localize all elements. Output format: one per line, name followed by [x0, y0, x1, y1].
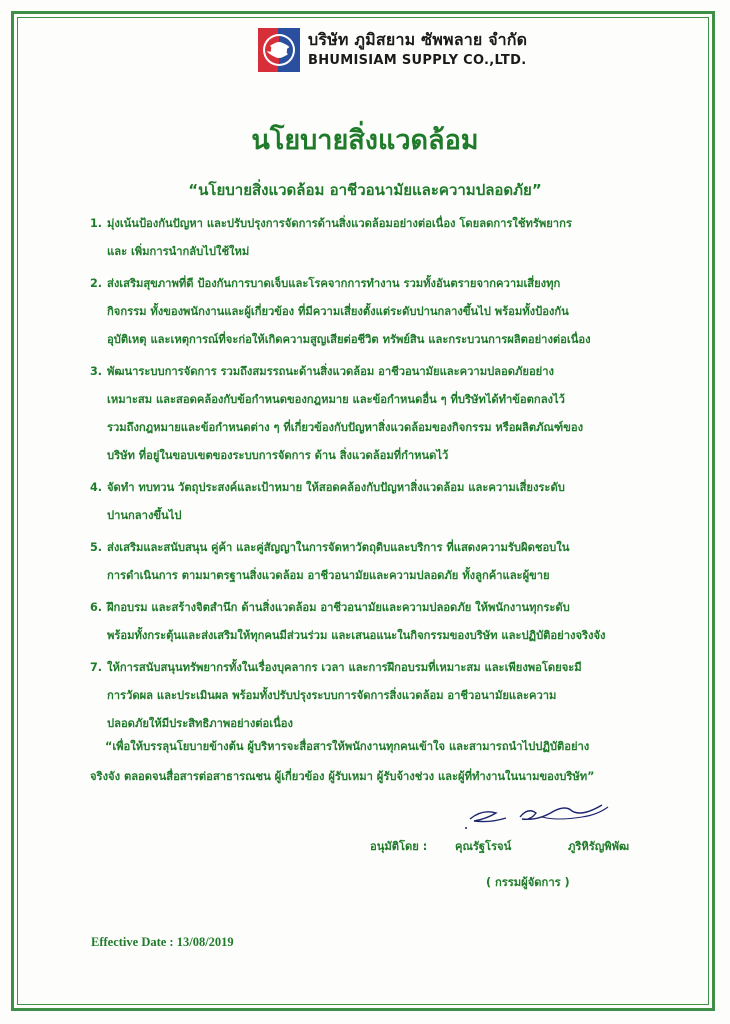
policy-number: 7. [90, 661, 103, 674]
policy-item [90, 534, 655, 590]
document-title: นโยบายสิ่งแวดล้อม [251, 125, 479, 156]
policy-item [90, 594, 655, 650]
policy-line: มุ่งเน้นป้องกันปัญหา และปรับปรุงการจัดการด้านสิ่งแวดล้อมอย่างต่อเนื่อง โดยลดการใช้ทรัพยากร [107, 217, 572, 230]
policy-number: 2. [90, 277, 103, 290]
company-logo [257, 27, 301, 73]
policy-item [90, 474, 655, 530]
closing-line: จริงจัง ตลอดจนสื่อสารต่อสาธารณชน ผู้เกี่ยวข้อง ผู้รับเหมา ผู้รับจ้างช่วง และผู้ที่ทำงานในนามของบริษัท” [90, 770, 595, 783]
policy-line: ส่งเสริมและสนับสนุน คู่ค้า และคู่สัญญาในการจัดหาวัตถุดิบและบริการ ที่แสดงความรับผิดชอบใน [107, 541, 570, 554]
company-name-english: BHUMISIAM SUPPLY CO.,LTD. [308, 53, 527, 68]
policy-list [90, 210, 655, 742]
closing-line: “เพื่อให้บรรลุนโยบายข้างต้น ผู้บริหารจะสื่อสารให้พนักงานทุกคนเข้าใจ และสามารถนำไปปฏิบัติอย่าง [105, 740, 590, 753]
approved-by-label: อนุมัติโดย : [370, 840, 428, 853]
policy-line: และ เพิ่มการนำกลับไปใช้ใหม่ [107, 245, 250, 258]
policy-number: 6. [90, 601, 103, 614]
policy-line: พร้อมทั้งกระตุ้นและส่งเสริมให้ทุกคนมีส่วนร่วม และเสนอแนะในกิจกรรมของบริษัท และปฏิบัติอย่างจริงจัง [107, 629, 606, 642]
policy-line: ให้การสนับสนุนทรัพยากรทั้งในเรื่องบุคลากร เวลา และการฝึกอบรมที่เหมาะสม และเพียงพอโดยจะมี [107, 661, 582, 674]
policy-number: 1. [90, 217, 103, 230]
policy-number: 3. [90, 365, 103, 378]
policy-line: รวมถึงกฎหมายและข้อกำหนดต่าง ๆ ที่เกี่ยวข้องกับปัญหาสิ่งแวดล้อมของกิจกรรม หรือผลิตภัณฑ์ของ [107, 421, 584, 434]
policy-line: ปลอดภัยให้มีประสิทธิภาพอย่างต่อเนื่อง [107, 717, 293, 730]
policy-line: พัฒนาระบบการจัดการ รวมถึงสมรรถนะด้านสิ่งแวดล้อม อาชีวอนามัยและความปลอดภัยอย่าง [107, 365, 554, 378]
policy-line: ฝึกอบรม และสร้างจิตสำนึก ด้านสิ่งแวดล้อม อาชีวอนามัยและความปลอดภัย ให้พนักงานทุกระดับ [107, 601, 570, 614]
policy-item [90, 358, 655, 470]
policy-number: 5. [90, 541, 103, 554]
policy-line: ปานกลางขึ้นไป [107, 509, 182, 522]
policy-line: การดำเนินการ ตามมาตรฐานสิ่งแวดล้อม อาชีวอนามัยและความปลอดภัย ทั้งลูกค้าและผู้ขาย [107, 569, 550, 582]
policy-line: จัดทำ ทบทวน วัตถุประสงค์และเป้าหมาย ให้สอดคล้องกับปัญหาสิ่งแวดล้อม และความเสี่ยงระดับ [107, 481, 565, 494]
policy-line: กิจกรรม ทั้งของพนักงานและผู้เกี่ยวข้อง ที่มีความเสี่ยงตั้งแต่ระดับปานกลางขึ้นไป พร้อมทั้งป้องกัน [107, 305, 569, 318]
company-name-thai: บริษัท ภูมิสยาม ซัพพลาย จำกัด [308, 30, 528, 49]
policy-line: การวัดผล และประเมินผล พร้อมทั้งปรับปรุงระบบการจัดการสิ่งแวดล้อม อาชีวอนามัยและความ [107, 689, 557, 702]
approver-first-name: คุณรัฐโรจน์ [455, 840, 512, 853]
policy-line: ส่งเสริมสุขภาพที่ดี ป้องกันการบาดเจ็บและโรคจากการทำงาน รวมทั้งอันตรายจากความเสี่ยงทุก [107, 277, 561, 290]
approver-position: ( กรรมผู้จัดการ ) [486, 876, 570, 889]
effective-date: Effective Date : 13/08/2019 [91, 935, 234, 949]
handwritten-signature [462, 797, 612, 831]
document-subtitle: “นโยบายสิ่งแวดล้อม อาชีวอนามัยและความปลอดภัย” [188, 181, 542, 199]
approver-surname: ภูริหิรัญพิพัฒ [568, 840, 630, 853]
policy-line: บริษัท ที่อยู่ในขอบเขตของระบบการจัดการ ด้าน สิ่งแวดล้อมที่กำหนดไว้ [107, 449, 449, 462]
policy-item [90, 654, 655, 738]
policy-line: เหมาะสม และสอดคล้องกับข้อกำหนดของกฎหมาย และข้อกำหนดอื่น ๆ ที่บริษัทได้ทำข้อตกลงไว้ [107, 393, 565, 406]
policy-item [90, 270, 655, 354]
closing-statement [90, 732, 655, 792]
policy-item [90, 210, 655, 266]
policy-number: 4. [90, 481, 103, 494]
policy-line: อุบัติเหตุ และเหตุการณ์ที่จะก่อให้เกิดความสูญเสียต่อชีวิต ทรัพย์สิน และกระบวนการผลิตอย่างต่อเนื่อง [107, 333, 591, 346]
